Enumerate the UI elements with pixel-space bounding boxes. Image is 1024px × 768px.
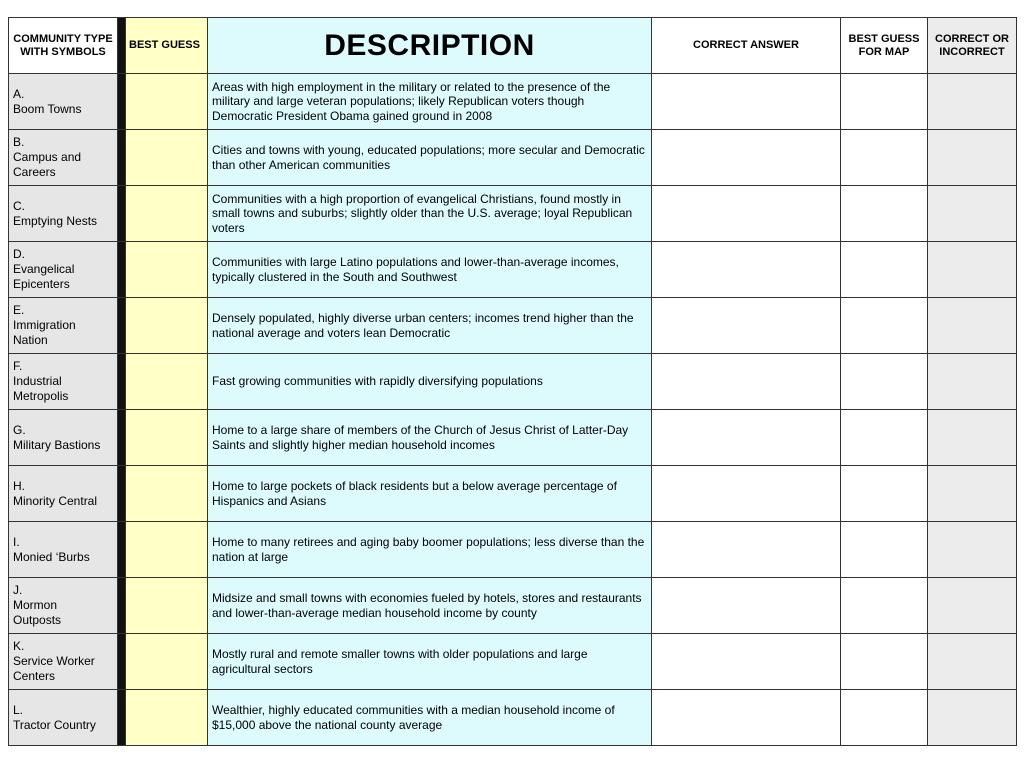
table-row: [9, 186, 1017, 242]
best-guess-map-cell[interactable]: [841, 74, 928, 130]
divider-bar: [118, 298, 126, 354]
correct-incorrect-cell[interactable]: [928, 578, 1017, 634]
community-type-cell: D. Evangelical Epicenters: [9, 242, 118, 298]
table-row: [9, 690, 1017, 746]
description-cell: Home to a large share of members of the Church of Jesus Christ of Latter-Day Saints and slightly higher median household incomes: [208, 410, 652, 466]
best-guess-cell[interactable]: [126, 466, 208, 522]
correct-answer-cell[interactable]: [652, 242, 841, 298]
description-cell: Areas with high employment in the military or related to the presence of the military and large veteran populations; likely Republican voters though Democratic President Obama gained ground in 2008: [208, 74, 652, 130]
divider-bar: [118, 634, 126, 690]
best-guess-map-cell[interactable]: [841, 186, 928, 242]
community-type-cell: H. Minority Central: [9, 466, 118, 522]
description-cell: Fast growing communities with rapidly diversifying populations: [208, 354, 652, 410]
best-guess-map-cell[interactable]: [841, 298, 928, 354]
correct-incorrect-cell[interactable]: [928, 354, 1017, 410]
divider-bar: [118, 522, 126, 578]
best-guess-cell[interactable]: [126, 410, 208, 466]
table-row: [9, 522, 1017, 578]
correct-answer-cell[interactable]: [652, 186, 841, 242]
community-type-cell: J. Mormon Outposts: [9, 578, 118, 634]
community-type-cell: K. Service Worker Centers: [9, 634, 118, 690]
correct-answer-cell[interactable]: [652, 410, 841, 466]
description-cell: Home to many retirees and aging baby boomer populations; less diverse than the nation at large: [208, 522, 652, 578]
description-cell: Mostly rural and remote smaller towns with older populations and large agricultural sectors: [208, 634, 652, 690]
best-guess-map-cell[interactable]: [841, 354, 928, 410]
best-guess-cell[interactable]: [126, 522, 208, 578]
community-type-cell: E. Immigration Nation: [9, 298, 118, 354]
divider-bar: [118, 186, 126, 242]
correct-incorrect-cell[interactable]: [928, 74, 1017, 130]
header-description: DESCRIPTION: [208, 18, 652, 74]
table-row: [9, 74, 1017, 130]
best-guess-cell[interactable]: [126, 634, 208, 690]
correct-answer-cell[interactable]: [652, 690, 841, 746]
description-cell: Communities with a high proportion of evangelical Christians, found mostly in small towns and suburbs; slightly older than the U.S. average; loyal Republican voters: [208, 186, 652, 242]
community-type-cell: G. Military Bastions: [9, 410, 118, 466]
best-guess-map-cell[interactable]: [841, 578, 928, 634]
header-best-guess: BEST GUESS: [126, 18, 208, 74]
correct-incorrect-cell[interactable]: [928, 466, 1017, 522]
correct-incorrect-cell[interactable]: [928, 690, 1017, 746]
header-row: [9, 18, 1017, 74]
correct-answer-cell[interactable]: [652, 522, 841, 578]
table-row: [9, 578, 1017, 634]
divider-bar: [118, 578, 126, 634]
correct-incorrect-cell[interactable]: [928, 186, 1017, 242]
community-type-cell: L. Tractor Country: [9, 690, 118, 746]
header-best-guess-map: BEST GUESS FOR MAP: [841, 18, 928, 74]
description-cell: Home to large pockets of black residents but a below average percentage of Hispanics and Asians: [208, 466, 652, 522]
description-cell: Cities and towns with young, educated populations; more secular and Democratic than other American communities: [208, 130, 652, 186]
best-guess-cell[interactable]: [126, 242, 208, 298]
correct-answer-cell[interactable]: [652, 578, 841, 634]
description-cell: Densely populated, highly diverse urban centers; incomes trend higher than the national average and voters lean Democratic: [208, 298, 652, 354]
divider-bar: [118, 410, 126, 466]
best-guess-cell[interactable]: [126, 578, 208, 634]
header-community-type: COMMUNITY TYPE WITH SYMBOLS: [9, 18, 118, 74]
table-row: [9, 466, 1017, 522]
correct-answer-cell[interactable]: [652, 130, 841, 186]
correct-answer-cell[interactable]: [652, 354, 841, 410]
best-guess-cell[interactable]: [126, 74, 208, 130]
table-row: [9, 130, 1017, 186]
description-cell: Communities with large Latino populations and lower-than-average incomes, typically clustered in the South and Southwest: [208, 242, 652, 298]
correct-incorrect-cell[interactable]: [928, 634, 1017, 690]
community-type-cell: F. Industrial Metropolis: [9, 354, 118, 410]
divider-bar: [118, 354, 126, 410]
best-guess-map-cell[interactable]: [841, 410, 928, 466]
table-row: [9, 410, 1017, 466]
best-guess-cell[interactable]: [126, 130, 208, 186]
best-guess-cell[interactable]: [126, 186, 208, 242]
correct-answer-cell[interactable]: [652, 634, 841, 690]
header-correct-incorrect: CORRECT OR INCORRECT: [928, 18, 1017, 74]
worksheet: [8, 17, 1017, 746]
best-guess-map-cell[interactable]: [841, 634, 928, 690]
correct-incorrect-cell[interactable]: [928, 410, 1017, 466]
best-guess-cell[interactable]: [126, 354, 208, 410]
correct-answer-cell[interactable]: [652, 298, 841, 354]
table-row: [9, 298, 1017, 354]
table-row: [9, 354, 1017, 410]
correct-answer-cell[interactable]: [652, 466, 841, 522]
divider-bar: [118, 466, 126, 522]
community-types-table: [8, 17, 1017, 746]
correct-answer-cell[interactable]: [652, 74, 841, 130]
divider-bar: [118, 74, 126, 130]
best-guess-cell[interactable]: [126, 298, 208, 354]
best-guess-map-cell[interactable]: [841, 690, 928, 746]
divider-bar: [118, 18, 126, 74]
correct-incorrect-cell[interactable]: [928, 130, 1017, 186]
correct-incorrect-cell[interactable]: [928, 242, 1017, 298]
community-type-cell: A. Boom Towns: [9, 74, 118, 130]
best-guess-map-cell[interactable]: [841, 242, 928, 298]
best-guess-map-cell[interactable]: [841, 522, 928, 578]
table-row: [9, 634, 1017, 690]
correct-incorrect-cell[interactable]: [928, 522, 1017, 578]
divider-bar: [118, 130, 126, 186]
header-correct-answer: CORRECT ANSWER: [652, 18, 841, 74]
community-type-cell: C. Emptying Nests: [9, 186, 118, 242]
best-guess-cell[interactable]: [126, 690, 208, 746]
table-row: [9, 242, 1017, 298]
community-type-cell: I. Monied ‘Burbs: [9, 522, 118, 578]
community-type-cell: B. Campus and Careers: [9, 130, 118, 186]
best-guess-map-cell[interactable]: [841, 466, 928, 522]
divider-bar: [118, 690, 126, 746]
description-cell: Midsize and small towns with economies fueled by hotels, stores and restaurants and lower-than-average median household income by county: [208, 578, 652, 634]
correct-incorrect-cell[interactable]: [928, 298, 1017, 354]
best-guess-map-cell[interactable]: [841, 130, 928, 186]
divider-bar: [118, 242, 126, 298]
description-cell: Wealthier, highly educated communities with a median household income of $15,000 above the national county average: [208, 690, 652, 746]
